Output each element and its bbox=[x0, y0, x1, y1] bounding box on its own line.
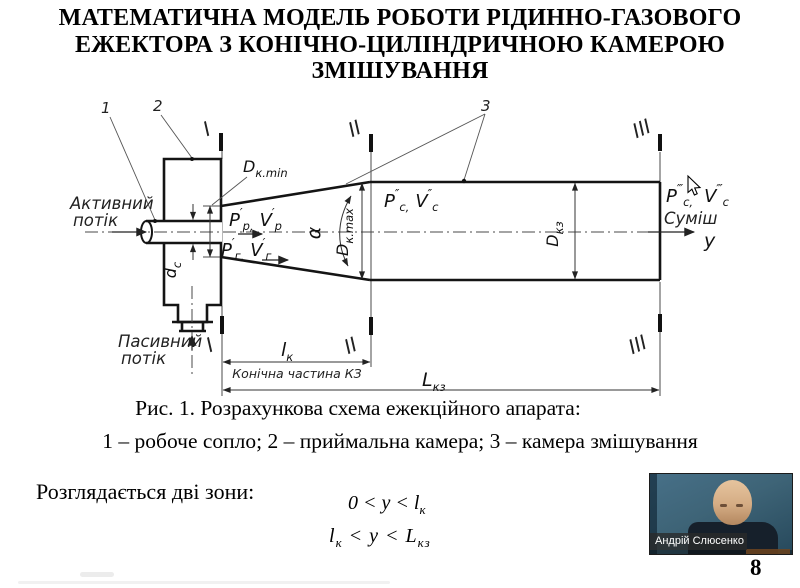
pv-label-gas-inlet: $P'_{г,}$ $V'_г$ bbox=[221, 236, 272, 263]
webcam-person-eye-right bbox=[736, 504, 743, 507]
zones-intro-text: Розглядається дві зони: bbox=[36, 479, 255, 504]
mouse-cursor-icon bbox=[688, 176, 700, 195]
title-line-3: ЗМІШУВАННЯ bbox=[311, 58, 489, 84]
zone2-formula: $l_к < y < L_{кз}$ bbox=[329, 525, 431, 550]
part-label-1: 1 bbox=[101, 99, 111, 117]
passive-flow-label-1: Пасивний bbox=[118, 332, 203, 351]
leader-lines bbox=[110, 114, 485, 223]
figure-legend: 1 – робоче сопло; 2 – приймальна камера; 3 – камера змішування bbox=[102, 429, 698, 453]
zone1-formula: $0 < y < l_к$ bbox=[348, 492, 426, 517]
passive-flow-label-2: потік bbox=[121, 349, 167, 368]
svg-text:dс: $d_с$ bbox=[161, 261, 184, 279]
dim-label-Lkz: $L_{кз}$ bbox=[422, 369, 446, 394]
section-marks bbox=[221, 133, 660, 335]
dim-label-dkz bbox=[543, 221, 566, 246]
section-label-3-bottom: III bbox=[624, 329, 651, 360]
webcam-person-eye-left bbox=[720, 504, 727, 507]
figure-caption: Рис. 1. Розрахункова схема ежекційного апарата: bbox=[135, 396, 581, 420]
page-edge-artifact bbox=[18, 581, 390, 584]
title-line-2: ЕЖЕКТОРА З КОНІЧНО-ЦИЛІНДРИЧНОЮ КАМЕРОЮ bbox=[75, 31, 725, 58]
dim-label-lk: $l_к$ bbox=[281, 339, 294, 364]
dim-label-dkmin: $D_{к.min}$ bbox=[243, 157, 288, 180]
section-label-2-bottom: II bbox=[340, 332, 361, 359]
page-number: 8 bbox=[750, 555, 762, 580]
pv-label-liquid-inlet: $P'_{р,}$ $V'_р$ bbox=[229, 206, 282, 233]
mixing-chamber-cylinder bbox=[370, 182, 660, 280]
section-label-3-top: III bbox=[628, 113, 655, 144]
angle-label-alpha bbox=[303, 226, 325, 239]
dim-label-dkmax bbox=[333, 208, 356, 256]
active-flow-label-2: потік bbox=[73, 211, 119, 230]
mixture-label: Суміш bbox=[664, 209, 718, 228]
part-label-2: 2 bbox=[153, 97, 163, 115]
pv-label-section2: $P''_{с,}$ $V''_с$ bbox=[384, 187, 439, 214]
title-line-1: МАТЕМАТИЧНА МОДЕЛЬ РОБОТИ РІДИННО-ГАЗОВОГО bbox=[58, 5, 742, 31]
webcam-overlay[interactable] bbox=[649, 473, 793, 555]
active-flow-label-1: Активний bbox=[70, 194, 154, 213]
section-label-1-top: I bbox=[199, 116, 215, 142]
page-edge-artifact bbox=[80, 572, 114, 577]
svg-text:Dк.max: $D_{к.max}$ bbox=[333, 208, 356, 256]
cone-zone-label: Конічна частина КЗ bbox=[232, 366, 362, 381]
svg-text:Dкз: $D_{кз}$ bbox=[543, 221, 566, 247]
webcam-shelf-detail bbox=[746, 549, 790, 554]
y-axis-label: y bbox=[704, 230, 716, 252]
part-label-3: 3 bbox=[481, 97, 491, 115]
section-label-2-top: II bbox=[344, 115, 365, 142]
pv-label-section3: $P^‴_{с,}$ $V^‴_с$ bbox=[666, 182, 729, 209]
svg-text:α: α bbox=[303, 226, 325, 240]
webcam-participant-name: Андрій Слюсенко bbox=[650, 533, 747, 550]
extension-lines bbox=[203, 148, 660, 396]
section-label-1-bottom: I bbox=[202, 332, 218, 358]
webcam-person-head bbox=[713, 480, 752, 525]
